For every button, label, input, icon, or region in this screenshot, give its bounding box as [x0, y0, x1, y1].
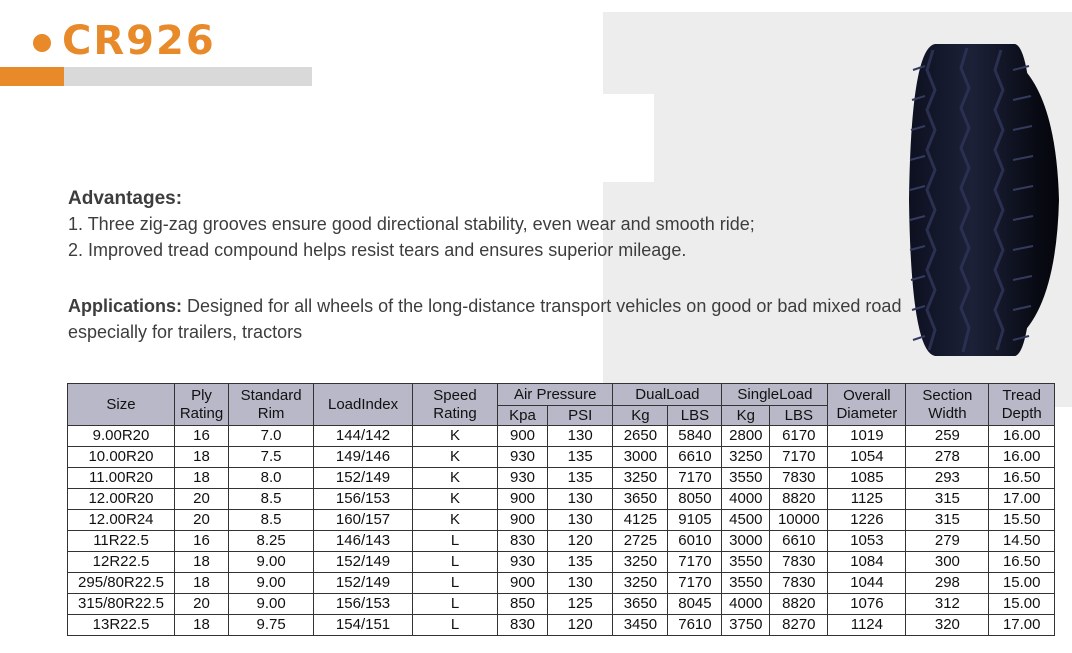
table-cell: 156/153 [314, 594, 413, 615]
table-cell: 12.00R24 [68, 510, 175, 531]
table-cell: 15.00 [989, 594, 1055, 615]
table-cell: 20 [175, 510, 229, 531]
table-cell: 1076 [828, 594, 906, 615]
col-header-air-pressure: Air Pressure [498, 384, 613, 406]
table-cell: 6170 [770, 426, 828, 447]
advantage-item: 2. Improved tread compound helps resist tears and ensures superior mileage. [68, 240, 687, 260]
table-cell: 152/149 [314, 468, 413, 489]
table-cell: 12.00R20 [68, 489, 175, 510]
table-cell: 11.00R20 [68, 468, 175, 489]
col-header-dual-lbs: LBS [668, 406, 722, 426]
table-row [68, 447, 1055, 468]
spec-table [67, 383, 1055, 636]
table-cell: 5840 [668, 426, 722, 447]
table-row [68, 615, 1055, 636]
table-cell: 135 [547, 468, 612, 489]
table-cell: 130 [547, 489, 612, 510]
table-cell: 17.00 [989, 615, 1055, 636]
table-cell: 16.50 [989, 468, 1055, 489]
table-cell: 16 [175, 531, 229, 552]
table-cell: 9.00 [229, 573, 314, 594]
table-cell: 6610 [668, 447, 722, 468]
table-cell: 11R22.5 [68, 531, 175, 552]
table-cell: 930 [498, 552, 548, 573]
table-cell: 315 [906, 510, 989, 531]
title-bullet [33, 34, 51, 52]
col-header-overall-diameter: Overall Diameter [828, 384, 906, 426]
table-row [68, 426, 1055, 447]
table-cell: 152/149 [314, 573, 413, 594]
table-cell: 156/153 [314, 489, 413, 510]
table-row [68, 468, 1055, 489]
table-cell: 7610 [668, 615, 722, 636]
col-header-single-lbs: LBS [770, 406, 828, 426]
table-cell: 135 [547, 447, 612, 468]
table-cell: 18 [175, 552, 229, 573]
table-cell: 900 [498, 573, 548, 594]
table-cell: 3000 [722, 531, 770, 552]
table-cell: 2800 [722, 426, 770, 447]
table-cell: 930 [498, 447, 548, 468]
table-cell: 10.00R20 [68, 447, 175, 468]
table-row [68, 552, 1055, 573]
table-cell: 18 [175, 468, 229, 489]
table-cell: 18 [175, 615, 229, 636]
table-cell: 3550 [722, 573, 770, 594]
table-cell: 1226 [828, 510, 906, 531]
table-cell: 298 [906, 573, 989, 594]
table-cell: 1084 [828, 552, 906, 573]
applications-text: Designed for all wheels of the long-distance transport vehicles on good or bad mixed road especially for trailers, tractors [68, 296, 902, 342]
table-cell: 830 [498, 531, 548, 552]
col-header-dual-kg: Kg [613, 406, 668, 426]
table-cell: 1085 [828, 468, 906, 489]
table-cell: 8.5 [229, 510, 314, 531]
table-cell: 8.5 [229, 489, 314, 510]
table-cell: 8.25 [229, 531, 314, 552]
table-cell: L [412, 615, 497, 636]
table-cell: 18 [175, 447, 229, 468]
table-cell: 154/151 [314, 615, 413, 636]
applications-heading: Applications: [68, 296, 183, 316]
col-header-ply-rating: Ply Rating [175, 384, 229, 426]
table-cell: 1053 [828, 531, 906, 552]
title-underline-accent [0, 67, 64, 86]
table-cell: 15.50 [989, 510, 1055, 531]
table-cell: 135 [547, 552, 612, 573]
table-cell: 16 [175, 426, 229, 447]
table-cell: 10000 [770, 510, 828, 531]
col-header-dual-load: DualLoad [613, 384, 722, 406]
applications-paragraph [68, 293, 908, 345]
col-header-speed-rating: Speed Rating [412, 384, 497, 426]
table-cell: L [412, 531, 497, 552]
col-header-single-load: SingleLoad [722, 384, 828, 406]
table-cell: 120 [547, 615, 612, 636]
table-cell: 850 [498, 594, 548, 615]
table-cell: 900 [498, 510, 548, 531]
table-cell: 900 [498, 426, 548, 447]
table-cell: K [412, 447, 497, 468]
table-cell: 3650 [613, 489, 668, 510]
table-cell: 7830 [770, 552, 828, 573]
table-cell: 2725 [613, 531, 668, 552]
spec-table-body [68, 426, 1055, 636]
col-header-standard-rim: Standard Rim [229, 384, 314, 426]
advantages-heading: Advantages: [68, 188, 183, 209]
table-cell: 295/80R22.5 [68, 573, 175, 594]
table-cell: 8.0 [229, 468, 314, 489]
table-cell: 8045 [668, 594, 722, 615]
table-cell: 293 [906, 468, 989, 489]
tire-image [905, 40, 1063, 358]
col-header-psi: PSI [547, 406, 612, 426]
col-header-kpa: Kpa [498, 406, 548, 426]
table-cell: 930 [498, 468, 548, 489]
table-cell: 9105 [668, 510, 722, 531]
table-cell: 259 [906, 426, 989, 447]
table-cell: 8820 [770, 594, 828, 615]
table-cell: 14.50 [989, 531, 1055, 552]
table-cell: 320 [906, 615, 989, 636]
table-row [68, 510, 1055, 531]
table-cell: 17.00 [989, 489, 1055, 510]
table-cell: 8820 [770, 489, 828, 510]
table-cell: 1044 [828, 573, 906, 594]
table-cell: 16.00 [989, 426, 1055, 447]
table-cell: 8050 [668, 489, 722, 510]
table-cell: 7170 [668, 468, 722, 489]
table-cell: 130 [547, 573, 612, 594]
table-cell: 146/143 [314, 531, 413, 552]
table-cell: 7830 [770, 573, 828, 594]
table-cell: 20 [175, 489, 229, 510]
table-cell: 7170 [668, 573, 722, 594]
col-header-tread-depth: Tread Depth [989, 384, 1055, 426]
table-cell: 312 [906, 594, 989, 615]
table-cell: 13R22.5 [68, 615, 175, 636]
table-cell: 160/157 [314, 510, 413, 531]
table-cell: 3650 [613, 594, 668, 615]
table-cell: L [412, 552, 497, 573]
table-cell: 120 [547, 531, 612, 552]
table-cell: 2650 [613, 426, 668, 447]
table-cell: 3550 [722, 468, 770, 489]
table-cell: 4500 [722, 510, 770, 531]
table-cell: 4125 [613, 510, 668, 531]
table-cell: 3250 [722, 447, 770, 468]
table-cell: 20 [175, 594, 229, 615]
table-cell: 1125 [828, 489, 906, 510]
table-cell: 9.75 [229, 615, 314, 636]
table-cell: 149/146 [314, 447, 413, 468]
table-cell: 15.00 [989, 573, 1055, 594]
table-cell: 3450 [613, 615, 668, 636]
table-row [68, 594, 1055, 615]
table-cell: K [412, 468, 497, 489]
col-header-single-kg: Kg [722, 406, 770, 426]
table-cell: 1019 [828, 426, 906, 447]
table-cell: 16.50 [989, 552, 1055, 573]
table-cell: 16.00 [989, 447, 1055, 468]
table-cell: 1124 [828, 615, 906, 636]
col-header-size: Size [68, 384, 175, 426]
table-cell: 900 [498, 489, 548, 510]
table-cell: 130 [547, 510, 612, 531]
table-cell: K [412, 489, 497, 510]
table-cell: 144/142 [314, 426, 413, 447]
table-cell: 278 [906, 447, 989, 468]
table-cell: 315/80R22.5 [68, 594, 175, 615]
table-cell: 3550 [722, 552, 770, 573]
table-cell: 7170 [770, 447, 828, 468]
table-cell: 315 [906, 489, 989, 510]
table-row [68, 489, 1055, 510]
table-cell: L [412, 573, 497, 594]
table-cell: 152/149 [314, 552, 413, 573]
table-cell: 830 [498, 615, 548, 636]
table-cell: L [412, 594, 497, 615]
table-cell: 9.00R20 [68, 426, 175, 447]
table-cell: 279 [906, 531, 989, 552]
table-cell: 7.5 [229, 447, 314, 468]
table-cell: 3250 [613, 573, 668, 594]
table-cell: 3000 [613, 447, 668, 468]
table-cell: 3750 [722, 615, 770, 636]
table-cell: 4000 [722, 489, 770, 510]
table-row [68, 573, 1055, 594]
table-cell: 7170 [668, 552, 722, 573]
table-cell: 18 [175, 573, 229, 594]
blank-panel [64, 94, 654, 182]
table-cell: 3250 [613, 552, 668, 573]
table-cell: K [412, 510, 497, 531]
table-cell: 6610 [770, 531, 828, 552]
table-cell: 3250 [613, 468, 668, 489]
table-cell: 9.00 [229, 594, 314, 615]
table-cell: 8270 [770, 615, 828, 636]
col-header-section-width: Section Width [906, 384, 989, 426]
table-cell: 1054 [828, 447, 906, 468]
table-cell: 4000 [722, 594, 770, 615]
table-cell: 7830 [770, 468, 828, 489]
table-cell: K [412, 426, 497, 447]
advantage-item: 1. Three zig-zag grooves ensure good directional stability, even wear and smooth ride; [68, 214, 755, 234]
col-header-load-index: LoadIndex [314, 384, 413, 426]
table-cell: 12R22.5 [68, 552, 175, 573]
product-title: CR926 [62, 18, 216, 64]
table-cell: 9.00 [229, 552, 314, 573]
table-cell: 125 [547, 594, 612, 615]
table-row [68, 531, 1055, 552]
table-cell: 300 [906, 552, 989, 573]
table-cell: 6010 [668, 531, 722, 552]
table-cell: 130 [547, 426, 612, 447]
table-cell: 7.0 [229, 426, 314, 447]
